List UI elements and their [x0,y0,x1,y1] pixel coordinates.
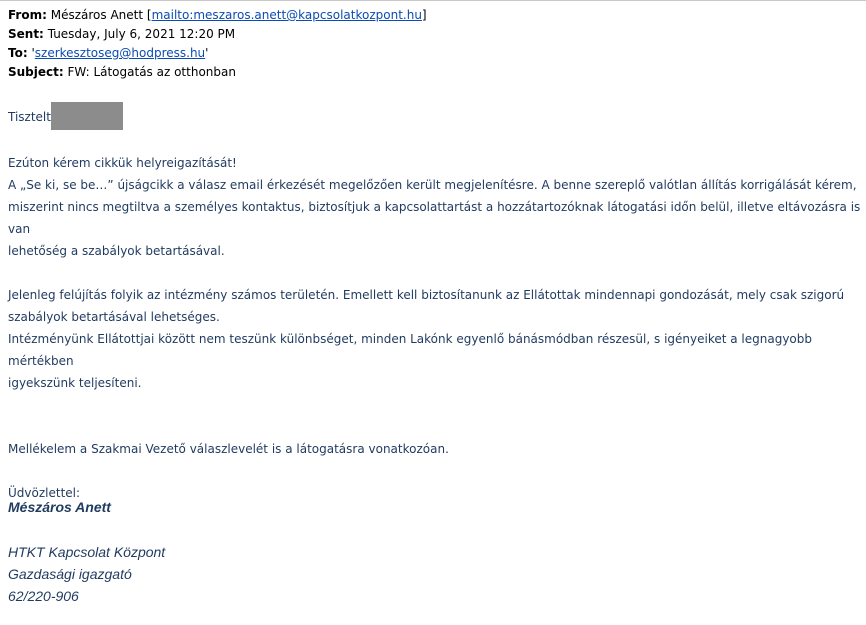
to-email-link[interactable]: szerkesztoseg@hodpress.hu [34,46,206,60]
top-divider [0,0,866,1]
body-line: Jelenleg felújítás folyik az intézmény számos területén. Emellett kell biztosítanunk az Ellátottak mindennapi gondozását, mely csak szigorú [8,288,845,302]
signature-role: Gazdasági igazgató [8,566,132,582]
redaction-box [51,102,123,130]
body-line: igyekszünk teljesíteni. [8,376,142,390]
from-name: Mészáros Anett [50,8,144,22]
body-line: miszerint nincs megtiltva a személyes kontaktus, biztosítjuk a kapcsolattartást a hozzátartozóknak látogatási időn belül, illetve eltávozásra is van [8,200,861,236]
body-line: szabályok betartásával lehetséges. [8,310,220,324]
body-line: lehetőség a szabályok betartásával. [8,244,225,258]
subject-row [8,63,427,82]
greeting-text: Tisztelt [8,110,51,124]
body-line: Ezúton kérem cikkük helyreigazítását! [8,156,237,170]
body-line: A „Se ki, se be…” újságcikk a válasz email érkezését megelőzően került megjelenítésre. A benne szereplő valótlan állítás korrigálását kérem, [8,178,857,192]
to-label: To: [8,46,28,60]
subject-label: Subject: [8,65,64,79]
body-line: Mellékelem a Szakmai Vezető válaszlevelét is a látogatásra vonatkozóan. [8,442,449,456]
from-mailto-link[interactable]: mailto:meszaros.anett@kapcsolatkozpont.hu [151,8,422,22]
closing-line: Üdvözlettel: [8,486,81,500]
signature-block [8,541,165,607]
to-row: To: 'szerkesztoseg@hodpress.hu' [8,46,209,60]
subject-value: FW: Látogatás az otthonban [67,65,236,79]
sent-value: Tuesday, July 6, 2021 12:20 PM [47,27,236,41]
from-label: From: [8,8,47,22]
email-body [8,102,864,504]
signature-org: HTKT Kapcsolat Központ [8,544,166,560]
email-header [8,6,427,82]
greeting-line [8,102,864,130]
from-row: From: Mészáros Anett [mailto:meszaros.anett@kapcsolatkozpont.hu] [8,8,427,22]
signature-name: Mészáros Anett [8,499,111,515]
sent-label: Sent: [8,27,44,41]
signature-phone: 62/220-906 [8,588,79,604]
body-line: Intézményünk Ellátottjai között nem teszünk különbséget, minden Lakónk egyenlő bánásmódban részesül, s igényeiket a legnagyobb mértékben [8,332,812,368]
sent-row [8,25,427,44]
